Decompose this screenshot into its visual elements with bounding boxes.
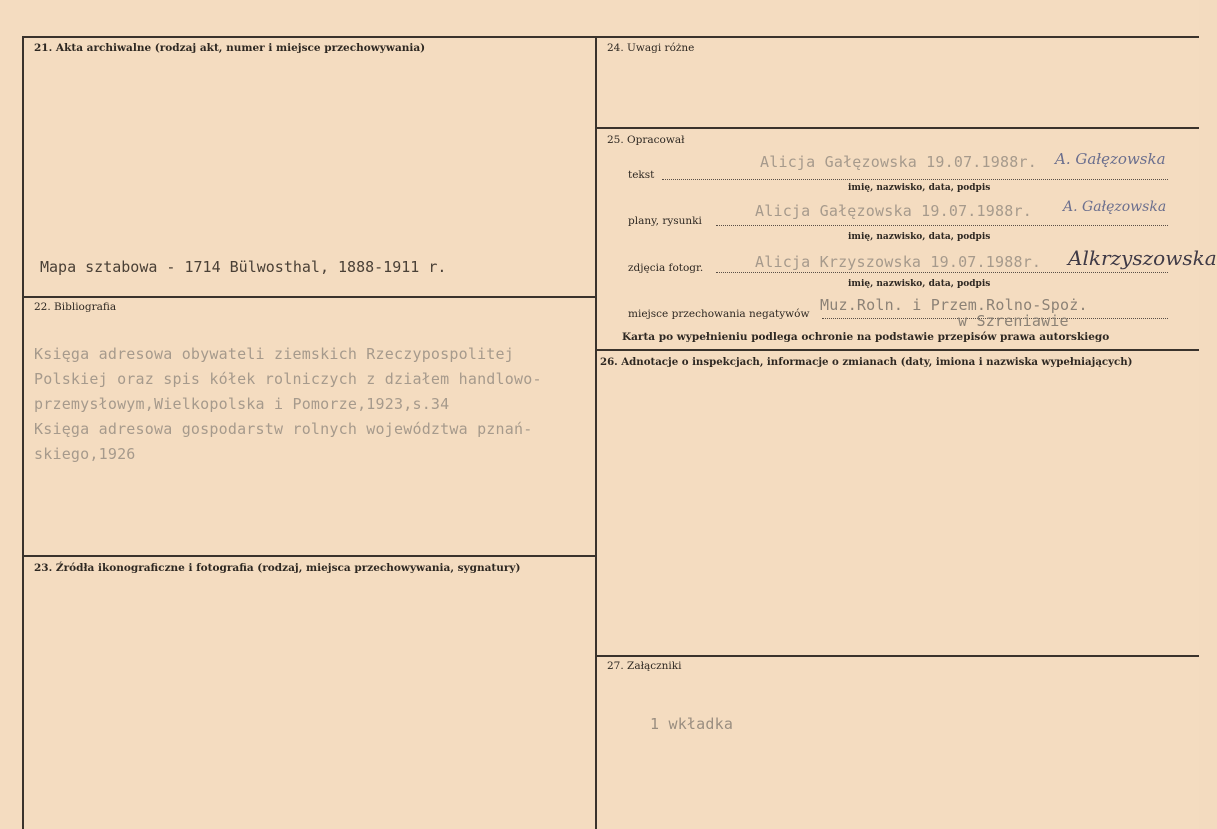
text-row-caption: imię, nazwisko, data, podpis xyxy=(848,183,991,193)
copyright-notice: Karta po wypełnieniu podlega ochronie na podstawie przepisów prawa autorskiego xyxy=(622,331,1110,343)
center-divider xyxy=(595,36,597,829)
divider-21-22 xyxy=(22,296,597,298)
section-23-label: 23. Źródła ikonograficzne i fotografia (rodzaj, miejsca przechowywania, sygnatury) xyxy=(34,562,521,574)
photos-row-caption: imię, nazwisko, data, podpis xyxy=(848,279,991,289)
top-border xyxy=(22,36,1199,38)
negatives-value-1: Muz.Roln. i Przem.Rolno-Spoż. xyxy=(820,296,1088,314)
section-27-label: 27. Załączniki xyxy=(607,660,682,672)
drawings-row-line xyxy=(716,225,1168,226)
left-border xyxy=(22,36,24,829)
bibliography-line: Księga adresowa gospodarstw rolnych województwa pznań- xyxy=(34,420,533,438)
bibliography-line: skiego,1926 xyxy=(34,445,136,463)
divider-25-26 xyxy=(595,349,1199,351)
drawings-row-caption: imię, nazwisko, data, podpis xyxy=(848,232,991,242)
section-22-label: 22. Bibliografia xyxy=(34,301,117,313)
photos-row-value: Alicja Krzyszowska 19.07.1988r. xyxy=(755,253,1042,271)
divider-22-23 xyxy=(22,555,597,557)
divider-26-27 xyxy=(595,655,1199,657)
section-24-label: 24. Uwagi różne xyxy=(607,42,695,54)
drawings-row-value: Alicja Gałęzowska 19.07.1988r. xyxy=(755,202,1032,220)
text-row-value: Alicja Gałęzowska 19.07.1988r. xyxy=(760,153,1037,171)
signature-photos: Alkrzyszowska xyxy=(1068,246,1217,270)
bibliography-line: Księga adresowa obywateli ziemskich Rzeczypospolitej xyxy=(34,345,514,363)
photos-row-line xyxy=(716,272,1168,273)
text-row-label: tekst xyxy=(628,169,655,181)
negatives-value-2: w Szreniawie xyxy=(958,312,1069,330)
section-21-label: 21. Akta archiwalne (rodzaj akt, numer i miejsce przechowywania) xyxy=(34,42,426,54)
divider-24-25 xyxy=(595,127,1199,129)
photos-row-label: zdjęcia fotogr. xyxy=(628,262,704,274)
signature-text: A. Gałęzowska xyxy=(1055,150,1166,168)
attachments-value: 1 wkładka xyxy=(650,715,734,733)
section-25-label: 25. Opracował xyxy=(607,134,685,146)
section-26-label: 26. Adnotacje o inspekcjach, informacje o zmianach (daty, imiona i nazwiska wypełniających) xyxy=(600,356,1133,368)
negatives-label: miejsce przechowania negatywów xyxy=(628,308,810,320)
bibliography-line: Polskiej oraz spis kółek rolniczych z działem handlowo- xyxy=(34,370,542,388)
drawings-row-label: plany, rysunki xyxy=(628,215,702,227)
text-row-line xyxy=(662,179,1168,180)
bibliography-line: przemysłowym,Wielkopolska i Pomorze,1923,s.34 xyxy=(34,395,450,413)
signature-drawings: A. Gałęzowska xyxy=(1063,199,1167,215)
section-21-value: Mapa sztabowa - 1714 Bülwosthal, 1888-1911 r. xyxy=(40,258,447,276)
